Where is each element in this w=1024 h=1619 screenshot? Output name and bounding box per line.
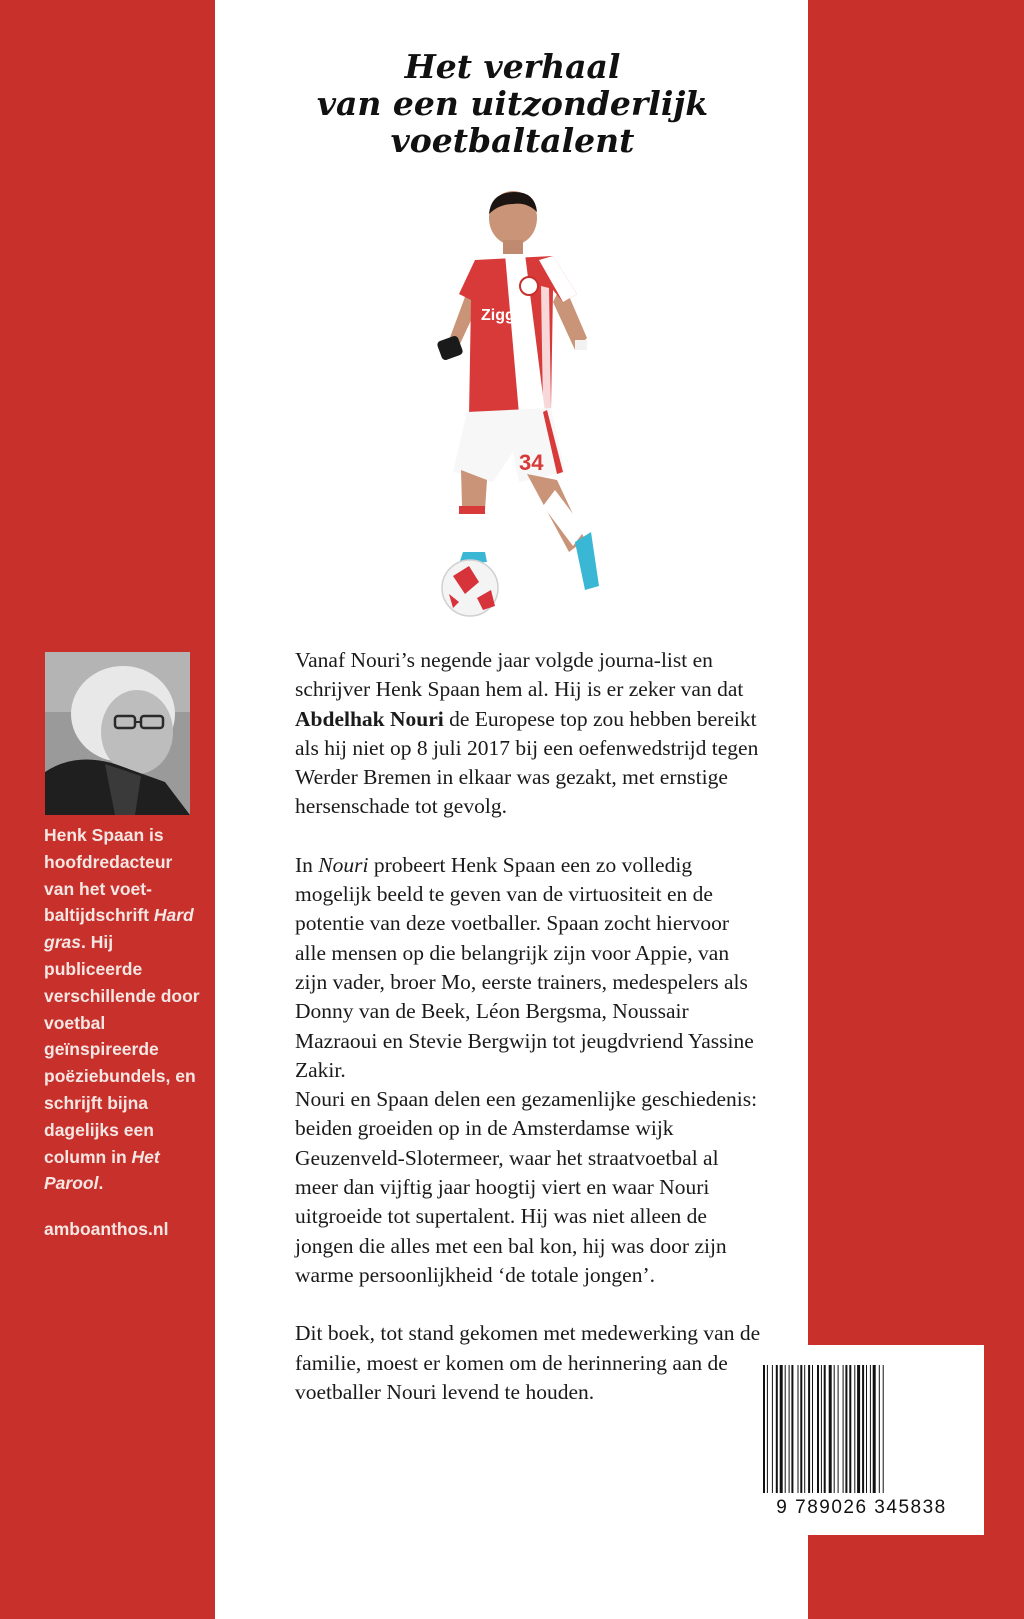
author-bio-text-2: . Hij publiceerde verschillende door voetbal geïnspireerde poëziebundels, en schrijft bijna dagelijks een column in — [44, 932, 200, 1167]
blurb-p1-text-a: Vanaf Nouri’s negende jaar volgde journa-list en schrijver Henk Spaan hem al. Hij is er zeker van dat — [295, 648, 744, 702]
blurb-paragraph-2 — [295, 851, 765, 1085]
footballer-icon — [435, 190, 635, 630]
magazine-title: Hard gras — [44, 905, 194, 953]
tagline-line-2: van een uitzonderlijk — [316, 84, 709, 123]
newspaper-title: Het Parool — [44, 1146, 160, 1194]
blurb-p1-text-b: de Europese top zou hebben bereikt als hij niet op 8 juli 2017 bij een oefenwedstrijd tegen Werder Bremen in elkaar was gezakt, met ernstige hersenschade tot gevolg. — [295, 706, 759, 819]
publisher-website: amboanthos.nl — [44, 1219, 169, 1239]
svg-text:Ziggo: Ziggo — [481, 307, 525, 324]
isbn-number: 9 789026 345838 — [776, 1497, 947, 1518]
blurb-p2-text-a: In — [295, 852, 319, 877]
blurb-paragraph-1 — [295, 646, 765, 822]
blurb-paragraph-4: Dit boek, tot stand gekomen met medewerking van de familie, moest er komen om de herinnering aan de voetballer Nouri levend te houden. — [295, 1321, 761, 1404]
subject-name: Abdelhak Nouri — [295, 706, 444, 731]
barcode-bars — [763, 1365, 960, 1493]
blurb-p2-text-b: probeert Henk Spaan een zo volledig mogelijk beeld te geven van de virtuositeit en de potentie van deze voetballer. Spaan zocht hiervoor alle mensen op die belangrijk zijn voor Appie, van zijn vader, broer Mo, eerste trainers, medespelers als Donny van de Beek, Léon Bergsma, Noussair Mazraoui en Stevie Bergwijn tot jeugdvriend Yassine Zakir. — [295, 852, 754, 1082]
author-portrait — [45, 652, 190, 815]
tagline-line-3: voetbaltalent — [390, 121, 635, 160]
blurb-paragraph-3: Nouri en Spaan delen een gezamenlijke geschiedenis: beiden groeiden op in de Amsterdamse wijk Geuzenveld-Slotermeer, waar het straatvoetbal al meer dan vijftig jaar hoogtij viert en waar Nouri uitgroeide tot supertalent. Hij was niet alleen de jongen die alles met een bal kon, hij was door zijn warme persoonlijkheid ‘de totale jongen’. — [295, 1087, 758, 1287]
book-title: Nouri — [318, 852, 369, 877]
barcode — [739, 1345, 984, 1535]
author-bio — [44, 822, 204, 1197]
author-bio-text-1: Henk Spaan is hoofdredacteur van het voet-baltijdschrift — [44, 825, 173, 926]
tagline-line-1: Het verhaal — [404, 47, 621, 86]
book-blurb — [295, 646, 765, 1407]
cover-tagline — [240, 48, 785, 159]
svg-text:34: 34 — [519, 450, 544, 475]
author-bio-text-3: . — [98, 1173, 104, 1194]
